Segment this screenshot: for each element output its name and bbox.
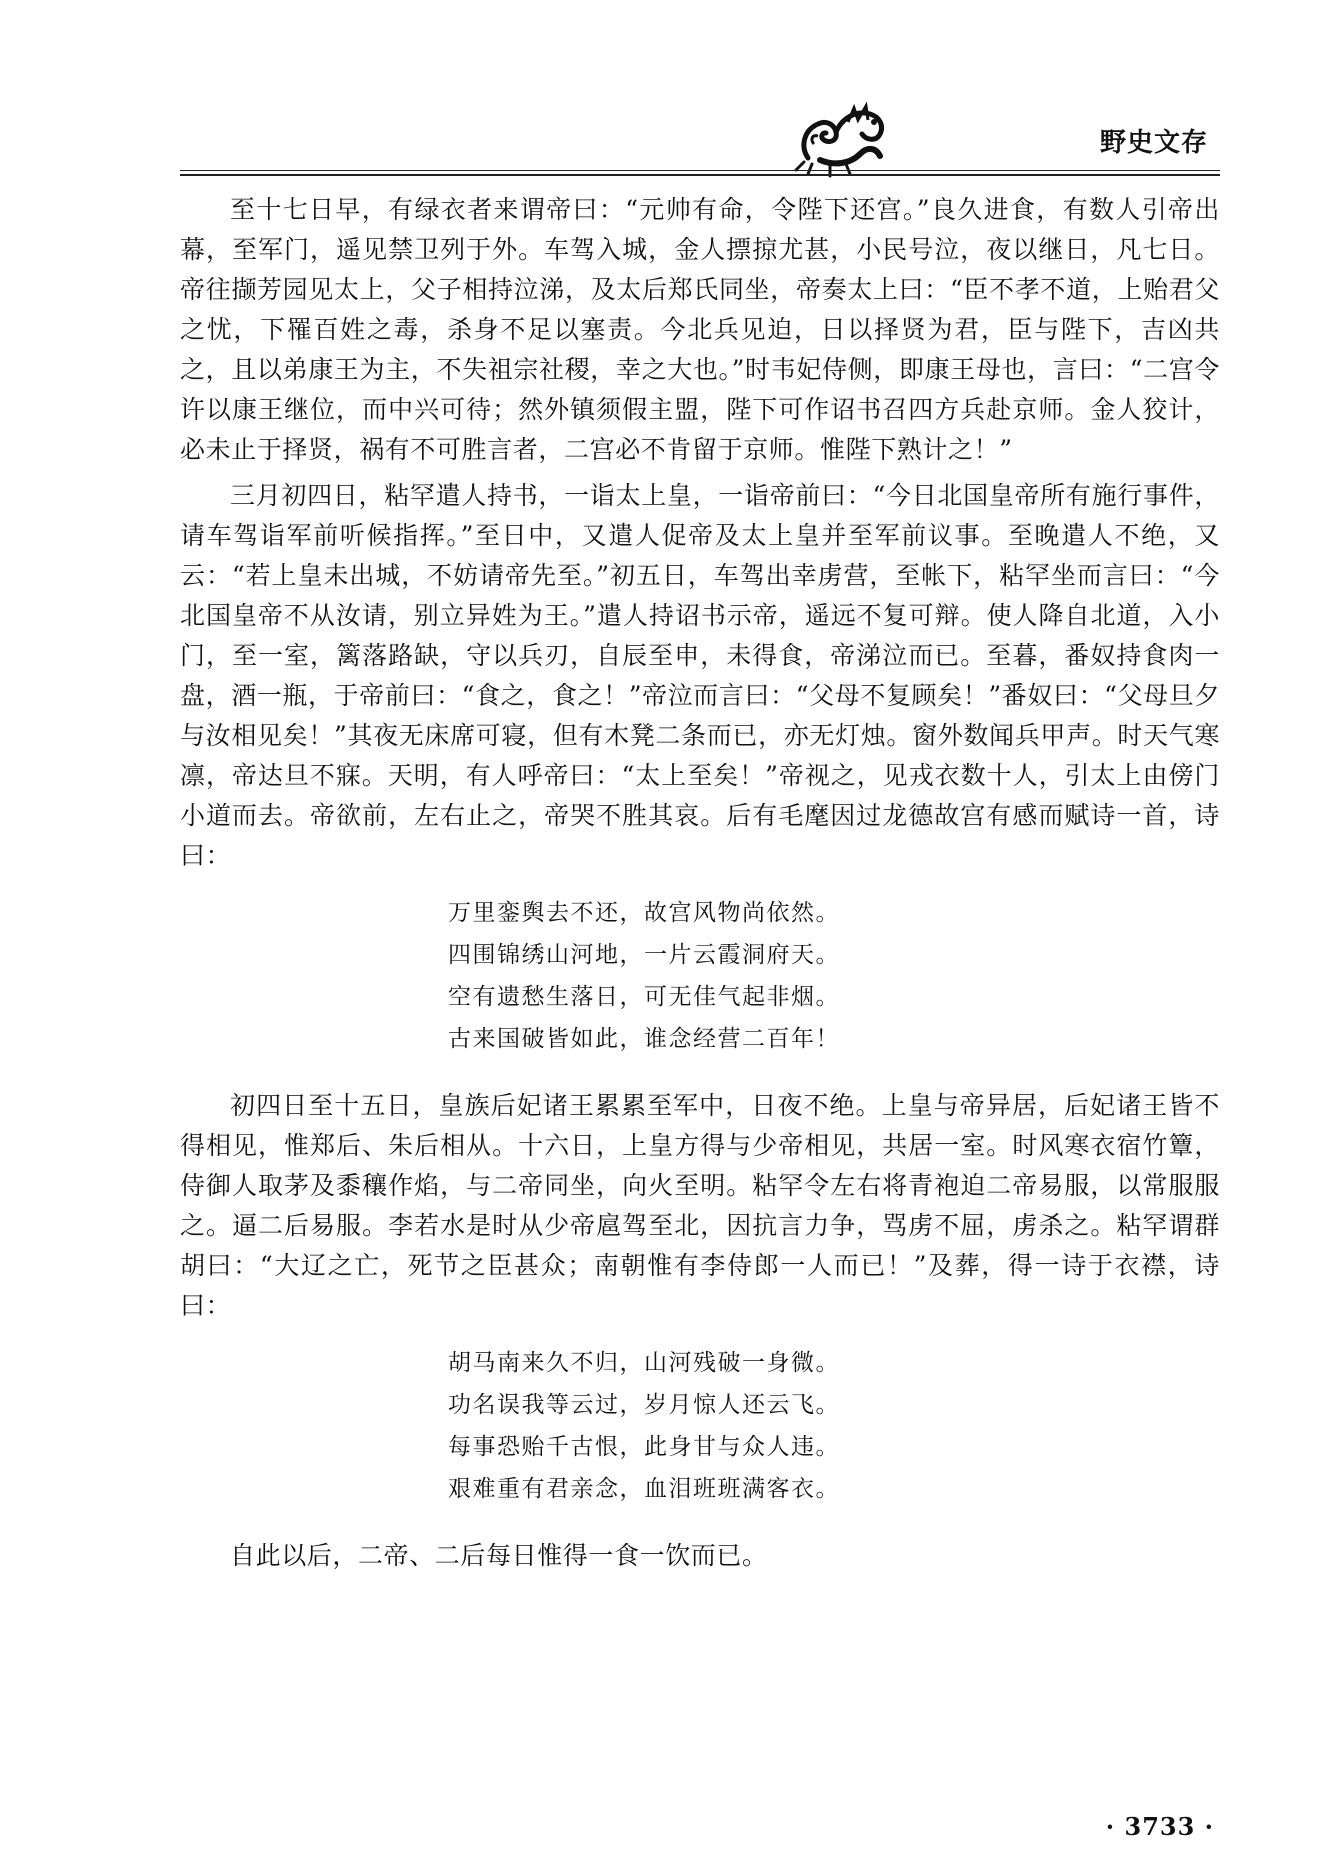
paragraph-4: 自此以后，二帝、二后每日惟得一食一饮而已。 xyxy=(230,1541,768,1570)
poem-line: 胡马南来久不归，山河残破一身微。 xyxy=(448,1350,840,1376)
paragraph-1: 至十七日早，有绿衣者来谓帝曰：“元帅有命，令陛下还宫。”良久进食，有数人引帝出幕，至军门，遥见禁卫列于外。车驾入城，金人摽掠尤甚，小民号泣，夜以继日，凡七日。帝往撷芳园见太上，父子相持泣涕，及太后郑氏同坐，帝奏太上曰：“臣不孝不道，上贻君父之忧，下罹百姓之毒，杀身不足以塞责。今北兵见迫，日以择贤为君，臣与陛下，吉凶共之，且以弟康王为主，不失祖宗社稷，幸之大也。”时韦妃侍侧，即康王母也，言曰：“二宫令许以康王继位，而中兴可待；然外镇须假主盟，陛下可作诏书召四方兵赴京师。金人狡计，必未止于择贤，祸有不可胜言者，二宫必不肯留于京师。惟陛下熟计之！” xyxy=(180,195,1220,464)
poem-2 xyxy=(448,1342,1220,1510)
paragraph-3: 初四日至十五日，皇族后妃诸王累累至军中，日夜不绝。上皇与帝异居，后妃诸王皆不得相见，惟郑后、朱后相从。十六日，上皇方得与少帝相见，共居一室。时风寒衣宿竹簟，侍御人取茅及黍穰作焰，与二帝同坐，向火至明。粘罕令左右将青袍迫二帝易服，以常服服之。逼二后易服。李若水是时从少帝扈驾至北，因抗言力争，骂虏不屈，虏杀之。粘罕谓群胡曰：“大辽之亡，死节之臣甚众；南朝惟有李侍郎一人而已！”及葬，得一诗于衣襟，诗曰： xyxy=(180,1091,1220,1320)
poem-line: 空有遗愁生落日，可无佳气起非烟。 xyxy=(448,984,840,1010)
dragon-icon xyxy=(790,100,890,178)
page-header xyxy=(180,100,1220,180)
poem-line: 四围锦绣山河地，一片云霞洞府天。 xyxy=(448,942,840,968)
page-body xyxy=(180,190,1220,1582)
poem-line: 万里銮舆去不还，故宫风物尚依然。 xyxy=(448,900,840,926)
header-rule-thick xyxy=(180,174,1220,176)
poem-line: 功名误我等云过，岁月惊人还云飞。 xyxy=(448,1392,840,1418)
poem-line: 古来国破皆如此，谁念经营二百年！ xyxy=(448,1026,840,1052)
header-rule xyxy=(180,170,1220,171)
paragraph-2: 三月初四日，粘罕遣人持书，一诣太上皇，一诣帝前曰：“今日北国皇帝所有施行事件，请车驾诣军前听候指挥。”至日中，又遣人促帝及太上皇并至军前议事。至晚遣人不绝，又云：“若上皇未出城，不妨请帝先至。”初五日，车驾出幸虏营，至帐下，粘罕坐而言曰：“今北国皇帝不从汝请，别立异姓为王。”遣人持诏书示帝，遥远不复可辩。使人降自北道，入小门，至一室，篱落路缺，守以兵刃，自辰至申，未得食，帝涕泣而已。至暮，番奴持食肉一盘，酒一瓶，于帝前曰：“食之，食之！”帝泣而言曰：“父母不复顾矣！”番奴曰：“父母旦夕与汝相见矣！”其夜无床席可寝，但有木凳二条而已，亦无灯烛。窗外数闻兵甲声。时天气寒凛，帝达旦不寐。天明，有人呼帝曰：“太上至矣！”帝视之，见戎衣数十人，引太上由傍门小道而去。帝欲前，左右止之，帝哭不胜其哀。后有毛麾因过龙德故宫有感而赋诗一首，诗曰： xyxy=(180,481,1220,870)
poem-1 xyxy=(448,892,1220,1060)
series-title: 野史文存 xyxy=(1099,128,1208,158)
poem-line: 每事恐贻千古恨，此身甘与众人违。 xyxy=(448,1434,840,1460)
page-number: · 3733 · xyxy=(1105,1812,1214,1841)
poem-line: 艰难重有君亲念，血泪班班满客衣。 xyxy=(448,1476,840,1502)
